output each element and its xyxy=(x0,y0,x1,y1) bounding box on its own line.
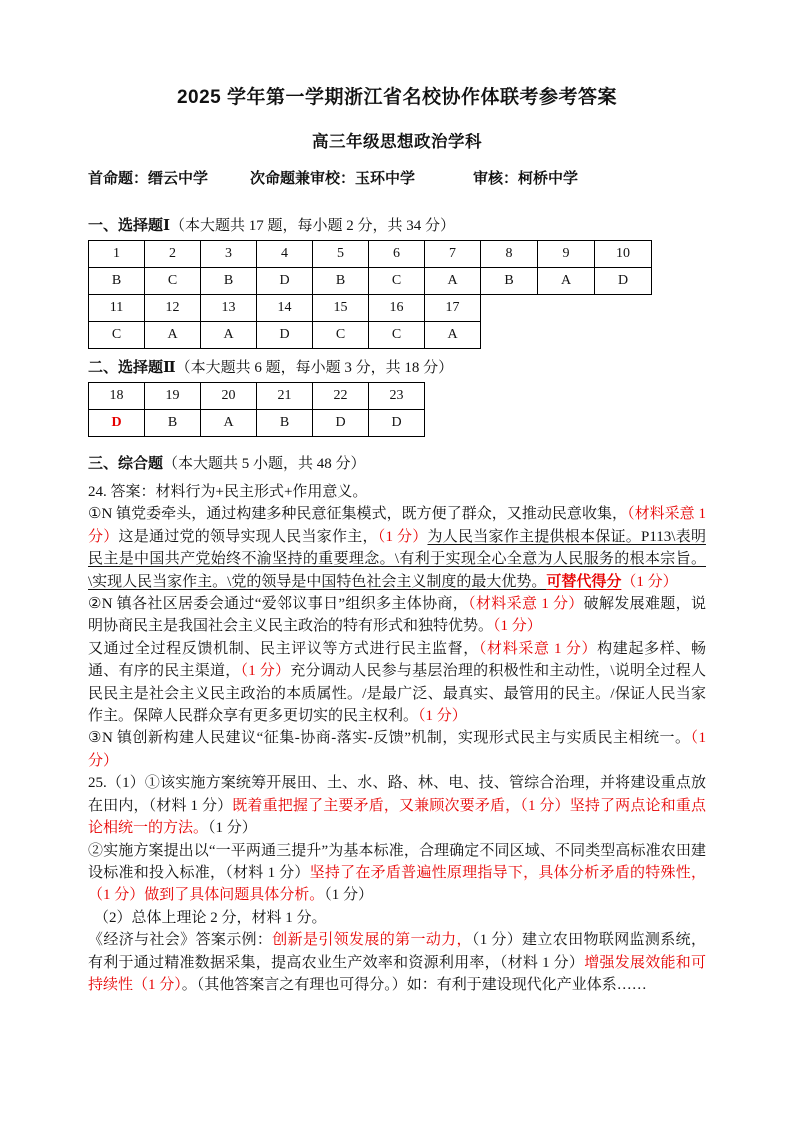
answer-cell xyxy=(201,410,257,437)
question-number-cell: 10 xyxy=(595,241,652,268)
text-run: （1 分） xyxy=(493,618,542,635)
q24-paragraph-4 xyxy=(88,727,706,772)
answer-cell xyxy=(145,410,201,437)
q25-paragraph-3 xyxy=(88,907,706,929)
credit-reviewer: 审核：柯桥中学 xyxy=(473,170,579,187)
answer-cell: B xyxy=(201,268,257,295)
document-subtitle: 高三年级思想政治学科 xyxy=(312,133,482,151)
question-number-cell: 11 xyxy=(89,295,145,322)
text-run: 《经济与社会》答案示例： xyxy=(88,932,273,949)
section1-heading-info: （本大题共 17 题，每小题 2 分，共 34 分） xyxy=(170,218,456,234)
question-number-cell: 18 xyxy=(89,383,145,410)
text-run: 破解发展难题，说明协商民主是我国社会主义民主政治的特有形式和独特优势。 xyxy=(88,596,706,635)
credit-second-proposer: 次命题兼审校：玉环中学 xyxy=(250,170,416,187)
q24-paragraph-2 xyxy=(88,593,706,638)
question-number-cell: 19 xyxy=(145,383,201,410)
text-run: 坚持了在矛盾普遍性原理指导下，具体分析矛盾的特殊性，（1 分）做到了具体问题具体分析。 xyxy=(88,864,706,904)
table-row-answers-1-10 xyxy=(89,268,652,295)
text-run: B xyxy=(167,415,178,430)
answer-cell: A xyxy=(425,322,481,349)
answer-cell xyxy=(89,410,145,437)
answer-cell: C xyxy=(369,268,425,295)
choice1-answer-table xyxy=(88,240,652,349)
answer-cell xyxy=(257,410,313,437)
answer-cell: A xyxy=(145,322,201,349)
question-number-cell: 7 xyxy=(425,241,481,268)
answer-cell: C xyxy=(313,322,369,349)
question-number-cell: 14 xyxy=(257,295,313,322)
answer-cell: C xyxy=(369,322,425,349)
empty-cell xyxy=(595,295,652,322)
text-run: （1 分） xyxy=(240,663,291,680)
section3-heading xyxy=(88,454,706,474)
text-run: （1 分） xyxy=(418,708,467,725)
question-number-cell: 17 xyxy=(425,295,481,322)
text-run: 为人民当家作主提供根本保证。P113\表明民主是中国共产党始终不渝坚持的重要理念。\有利于实现全心全意为人民服务的根本宗旨。\实现人民当家作主。\党的领导是中国特色社会主义制度的最大优势。 xyxy=(88,528,706,590)
text-run: D xyxy=(111,415,122,430)
answer-cell: B xyxy=(313,268,369,295)
q24-answer-scheme: 24. 答案：材料行为+民主形式+作用意义。 xyxy=(88,484,368,500)
text-run: （1 分） xyxy=(208,820,257,837)
text-run: ②实施方案提出以“一平两通三提升”为基本标准，合理确定不同区域、不同类型高标准农田建设标准和投入标准，（材料 1 分） xyxy=(88,842,706,881)
table-row-numbers-18-23 xyxy=(89,383,425,410)
answer-cell: A xyxy=(538,268,595,295)
answer-cell: A xyxy=(425,268,481,295)
text-run: （1 分） xyxy=(377,528,428,545)
text-run: 可替代得分 xyxy=(546,573,622,590)
table-row-numbers-11-17 xyxy=(89,295,652,322)
answer-cell: B xyxy=(481,268,538,295)
question-number-cell: 9 xyxy=(538,241,595,268)
text-run: （材料采意 1 分） xyxy=(468,596,584,613)
text-run: 增强发展效能和可持续性（1 分） xyxy=(88,954,706,993)
credit-first-proposer: 首命题：缙云中学 xyxy=(88,170,209,187)
q25-paragraph-4 xyxy=(88,929,706,996)
answer-cell: B xyxy=(89,268,145,295)
answer-cell: D xyxy=(257,268,313,295)
q25-paragraph-2 xyxy=(88,840,706,907)
choice2-answer-table xyxy=(88,382,425,437)
answer-cell xyxy=(369,410,425,437)
text-run: （1 分） xyxy=(88,730,706,769)
text-run: （材料采意 1 分） xyxy=(88,506,706,545)
question-number-cell: 23 xyxy=(369,383,425,410)
text-run: 创新是引领发展的第一动力， xyxy=(272,932,472,949)
answer-cell: D xyxy=(257,322,313,349)
text-run: 又通过全过程反馈机制、民主评议等方式进行民主监督， xyxy=(88,640,479,657)
question-number-cell: 4 xyxy=(257,241,313,268)
q24-paragraph-3 xyxy=(88,638,706,728)
text-run: ①N 镇党委牵头，通过构建多种民意征集模式，既方便了群众，又推动民意收集， xyxy=(88,506,628,523)
text-run: （1 分） xyxy=(324,887,374,904)
text-run: 既着重把握了主要矛盾，又兼顾次要矛盾，（1 分）坚持了两点论和重点论相统一的方法。 xyxy=(88,797,706,837)
text-run: 构建起多样、畅通、有序的民主渠道， xyxy=(88,640,706,680)
question-number-cell: 15 xyxy=(313,295,369,322)
empty-cell xyxy=(595,322,652,349)
section3-heading-info: （本大题共 5 小题，共 48 分） xyxy=(163,456,366,472)
text-run: 。（其他答案言之有理也可得分。）如：有利于建设现代化产业体系…… xyxy=(181,976,647,993)
text-run: B xyxy=(279,415,290,430)
question-number-cell: 6 xyxy=(369,241,425,268)
text-run: 充分调动人民参与基层治理的积极性和主动性，\说明全过程人民民主是社会主义民主政治的本质属性。/是最广泛、最真实、最管用的民主。/保证人民当家作主。保障人民群众享有更多更切实的民主权利。 xyxy=(88,663,706,725)
question-number-cell: 5 xyxy=(313,241,369,268)
empty-cell xyxy=(481,295,538,322)
answer-cell: D xyxy=(595,268,652,295)
credits-row xyxy=(88,169,706,189)
q25-paragraph-1 xyxy=(88,772,706,839)
section2-heading-title: 二、选择题Ⅱ xyxy=(88,360,176,376)
answer-cell: A xyxy=(201,322,257,349)
answer-cell: C xyxy=(145,268,201,295)
question-number-cell: 16 xyxy=(369,295,425,322)
text-run: 25.（1）①该实施方案统筹开展田、土、水、路、林、电、技、管综合治理，并将建设重点放在田内，（材料 1 分） xyxy=(88,775,706,814)
question-number-cell: 2 xyxy=(145,241,201,268)
question-number-cell: 3 xyxy=(201,241,257,268)
section2-heading xyxy=(88,358,706,378)
text-run: （1 分） xyxy=(621,573,678,590)
text-run: （材料采意 1 分） xyxy=(478,640,598,657)
table-row-answers-18-23 xyxy=(89,410,425,437)
question-number-cell: 13 xyxy=(201,295,257,322)
question-number-cell: 1 xyxy=(89,241,145,268)
section2-heading-info: （本大题共 6 题，每小题 3 分，共 18 分） xyxy=(175,360,454,376)
text-run: A xyxy=(223,415,234,430)
empty-cell xyxy=(538,295,595,322)
section1-heading xyxy=(88,216,706,236)
answer-cell xyxy=(313,410,369,437)
table-row-answers-11-17 xyxy=(89,322,652,349)
question-number-cell: 8 xyxy=(481,241,538,268)
text-run: ③N 镇创新构建人民建议“征集-协商-落实-反馈”机制，实现形式民主与实质民主相统一。 xyxy=(88,730,691,747)
table-row-numbers-1-10 xyxy=(89,241,652,268)
question-number-cell: 20 xyxy=(201,383,257,410)
answer-cell: C xyxy=(89,322,145,349)
document-title: 2025 学年第一学期浙江省名校协作体联考参考答案 xyxy=(176,87,618,108)
q24-paragraph-1 xyxy=(88,503,706,593)
question-number-cell: 12 xyxy=(145,295,201,322)
empty-cell xyxy=(538,322,595,349)
section3-heading-title: 三、综合题 xyxy=(88,456,164,472)
text-run: （2）总体上理论 2 分，材料 1 分。 xyxy=(94,909,327,926)
text-run: D xyxy=(391,415,402,430)
text-run: D xyxy=(335,415,346,430)
empty-cell xyxy=(481,322,538,349)
question-number-cell: 22 xyxy=(313,383,369,410)
question-number-cell: 21 xyxy=(257,383,313,410)
text-run: （1 分）建立农田物联网监测系统，有利于通过精准数据采集，提高农业生产效率和资源利用率，（材料 1 分） xyxy=(88,932,706,971)
text-run: ②N 镇各社区居委会通过“爱邻议事日”组织多主体协商， xyxy=(88,596,469,613)
text-run: 这是通过党的领导实现人民当家作主， xyxy=(118,528,378,545)
section1-heading-title: 一、选择题Ⅰ xyxy=(88,218,171,234)
